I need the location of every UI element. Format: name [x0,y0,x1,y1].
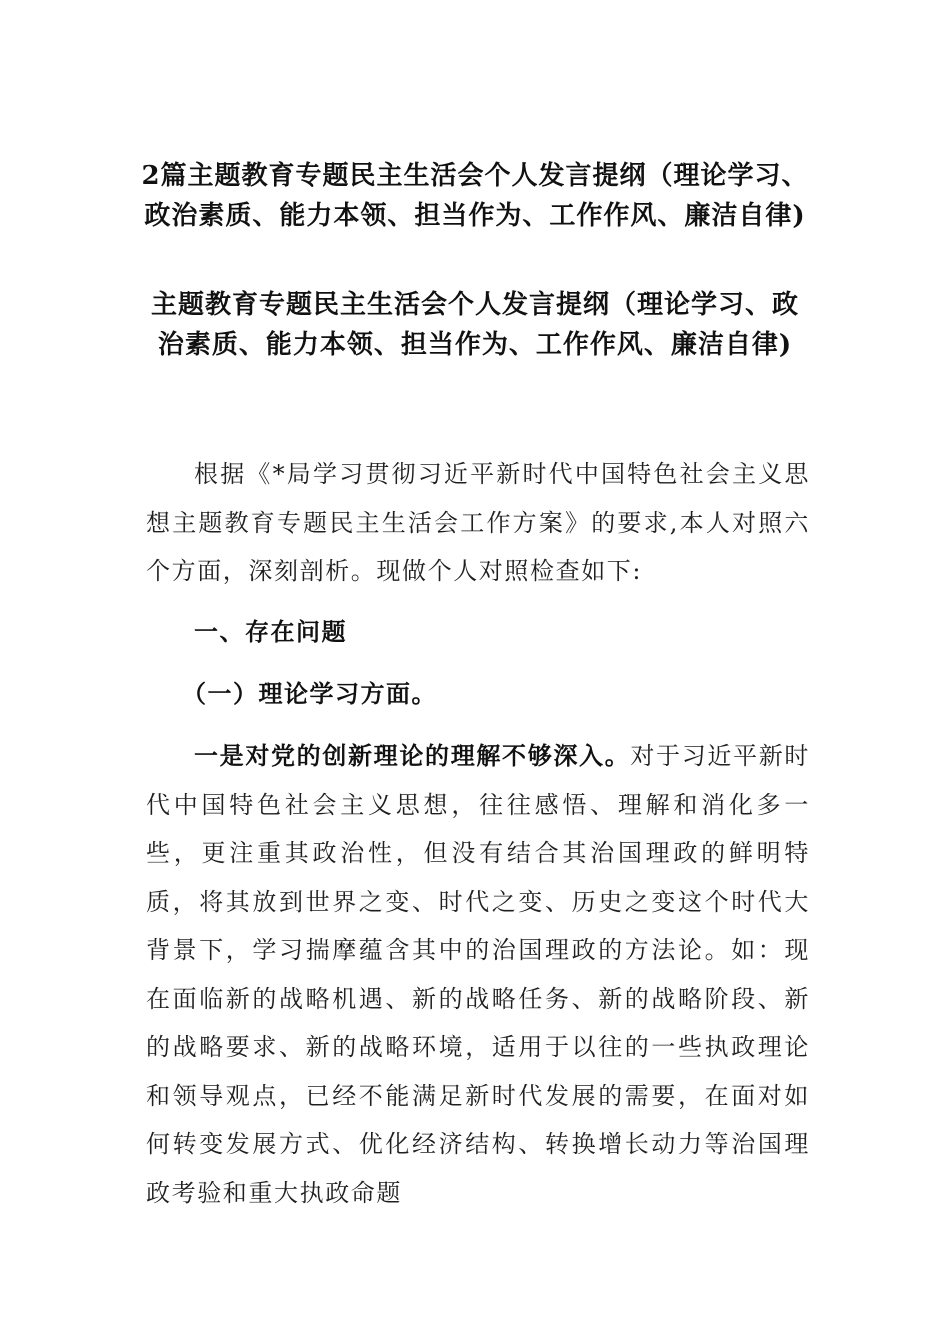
paragraph-theory-understanding [146,732,810,1217]
document-title: 2篇主题教育专题民主生活会个人发言提纲（理论学习、政治素质、能力本领、担当作为、工作作风、廉洁自律) [141,161,809,231]
intro-paragraph: 根据《*局学习贯彻习近平新时代中国特色社会主义思想主题教育专题民主生活会工作方案》的要求,本人对照六个方面，深刻剖析。现做个人对照检查如下: [146,460,810,585]
document-subtitle: 主题教育专题民主生活会个人发言提纲（理论学习、政治素质、能力本领、担当作为、工作作风、廉洁自律) [150,290,799,360]
subsection-heading-theory-study: （一）理论学习方面。 [182,679,437,708]
paragraph-body-text: 对于习近平新时代中国特色社会主义思想，往往感悟、理解和消化多一些，更注重其政治性，但没有结合其治国理政的鲜明特质，将其放到世界之变、时代之变、历史之变这个时代大背景下，学习揣摩蕴含其中的治国理政的方法论。如：现在面临新的战略机遇、新的战略任务、新的战略阶段、新的战略要求、新的战略环境，适用于以往的一些执政理论和领导观点，已经不能满足新时代发展的需要，在面对如何转变发展方式、优化经济结构、转换增长动力等治国理政考验和重大执政命题 [146,742,811,1207]
paragraph-lead-sentence: 一是对党的创新理论的理解不够深入。 [194,741,631,770]
section-heading-problems: 一、存在问题 [194,617,347,646]
